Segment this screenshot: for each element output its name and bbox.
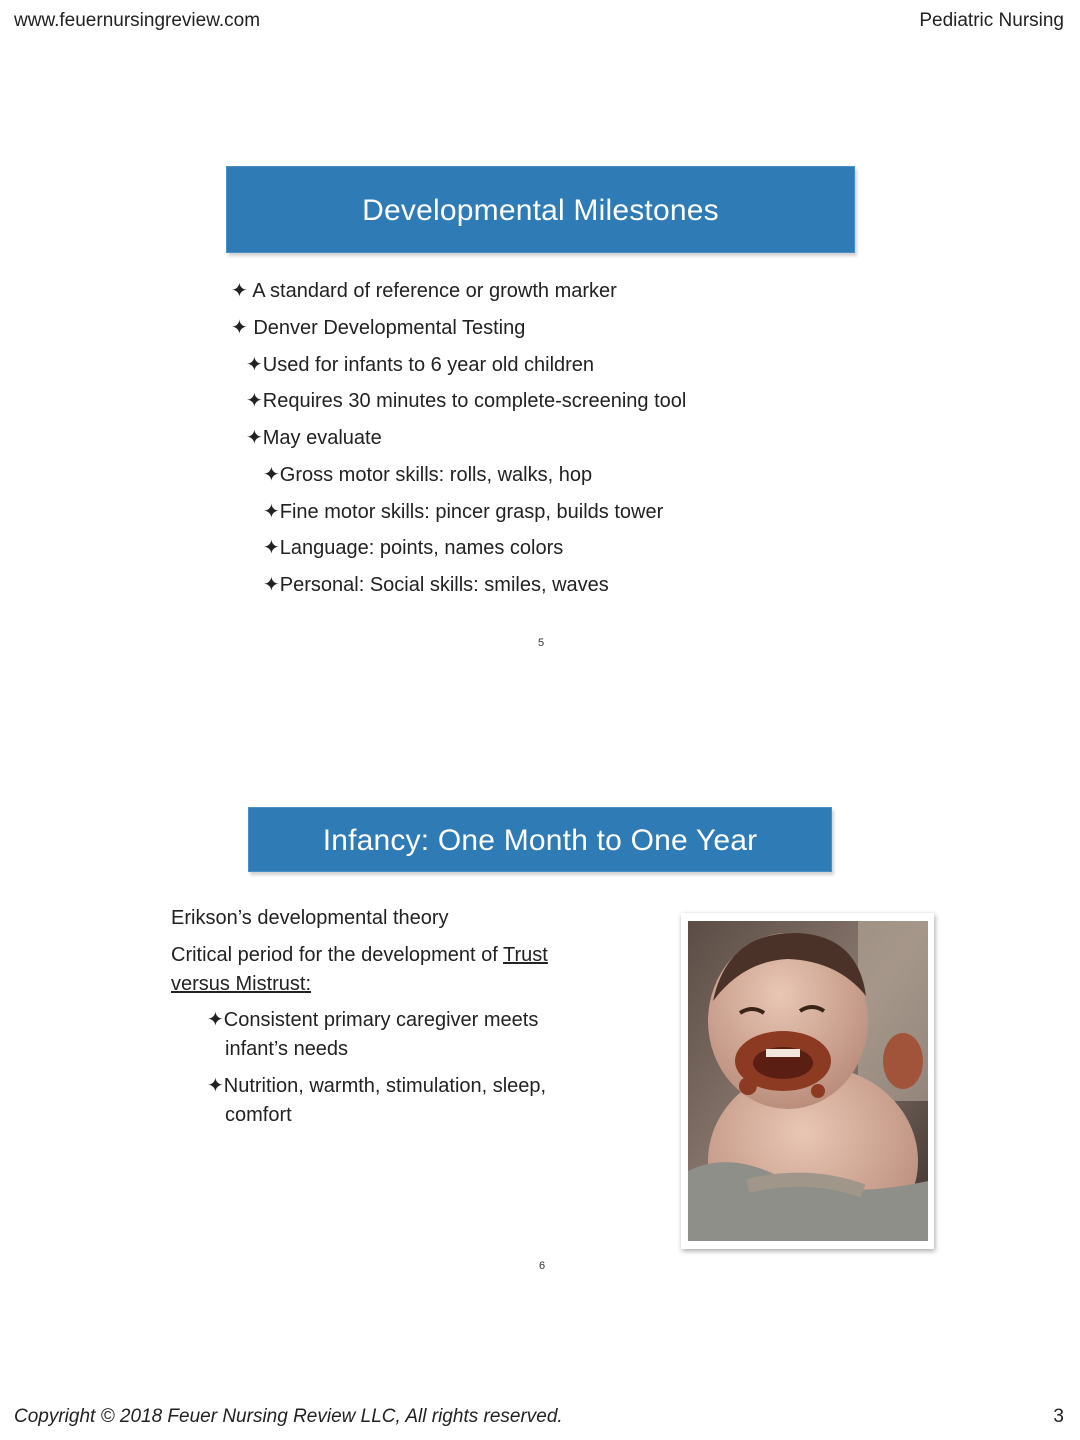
erikson-line: Erikson’s developmental theory — [171, 907, 449, 929]
star-bullet-icon: ✦ — [207, 1075, 224, 1097]
star-bullet-icon: ✦ — [263, 464, 280, 486]
star-bullet-icon: ✦ — [246, 354, 263, 376]
bullet-text: May evaluate — [262, 427, 382, 449]
star-bullet-icon: ✦ — [207, 1009, 224, 1031]
list-item — [231, 315, 525, 340]
list-item — [246, 352, 594, 377]
list-item — [207, 1072, 627, 1130]
list-item — [207, 1006, 627, 1064]
trust-line — [171, 941, 611, 999]
bullet-text: Consistent primary caregiver meets — [223, 1009, 539, 1031]
bullet-text: Used for infants to 6 year old children — [262, 354, 595, 376]
slide-title-developmental-milestones: Developmental Milestones — [226, 166, 855, 253]
bullet-text: Gross motor skills: rolls, walks, hop — [279, 464, 593, 486]
bullet-text: Requires 30 minutes to complete-screening tool — [262, 390, 687, 412]
website-url: www.feuernursingreview.com — [14, 10, 261, 31]
star-bullet-icon: ✦ — [246, 390, 263, 412]
star-bullet-icon: ✦ — [263, 537, 280, 559]
star-bullet-icon: ✦ — [263, 574, 280, 596]
bullet-text-continuation: infant’s needs — [225, 1038, 349, 1060]
star-bullet-icon: ✦ — [231, 280, 248, 302]
copyright-notice: Copyright © 2018 Feuer Nursing Review LLC, All rights reserved. — [14, 1406, 563, 1427]
section-title: Pediatric Nursing — [919, 10, 1064, 31]
list-item — [246, 388, 686, 413]
bullet-text: A standard of reference or growth marker — [247, 280, 617, 302]
mistrust-term: versus Mistrust: — [171, 973, 312, 995]
list-item — [263, 462, 592, 487]
list-item — [263, 572, 609, 597]
slide-number: 5 — [538, 637, 545, 649]
trust-line-prefix: Critical period for the development of — [171, 944, 504, 966]
bullet-text-continuation: comfort — [225, 1104, 292, 1126]
list-item — [263, 535, 563, 560]
bullet-text: Fine motor skills: pincer grasp, builds tower — [279, 501, 664, 523]
list-item — [263, 499, 663, 524]
bullet-text: Nutrition, warmth, stimulation, sleep, — [223, 1075, 547, 1097]
bullet-text: Personal: Social skills: smiles, waves — [279, 574, 609, 596]
slide-number: 6 — [539, 1260, 546, 1272]
page-number: 3 — [1053, 1406, 1064, 1427]
infant-photo-illustration — [688, 921, 928, 1241]
bullet-text: Language: points, names colors — [279, 537, 564, 559]
list-item — [246, 425, 382, 450]
infant-photo — [681, 913, 934, 1249]
trust-term: Trust — [503, 944, 548, 966]
list-item — [231, 278, 617, 303]
star-bullet-icon: ✦ — [246, 427, 263, 449]
star-bullet-icon: ✦ — [231, 317, 248, 339]
slide-title-infancy: Infancy: One Month to One Year — [248, 807, 832, 872]
bullet-text: Denver Developmental Testing — [247, 317, 526, 339]
star-bullet-icon: ✦ — [263, 501, 280, 523]
